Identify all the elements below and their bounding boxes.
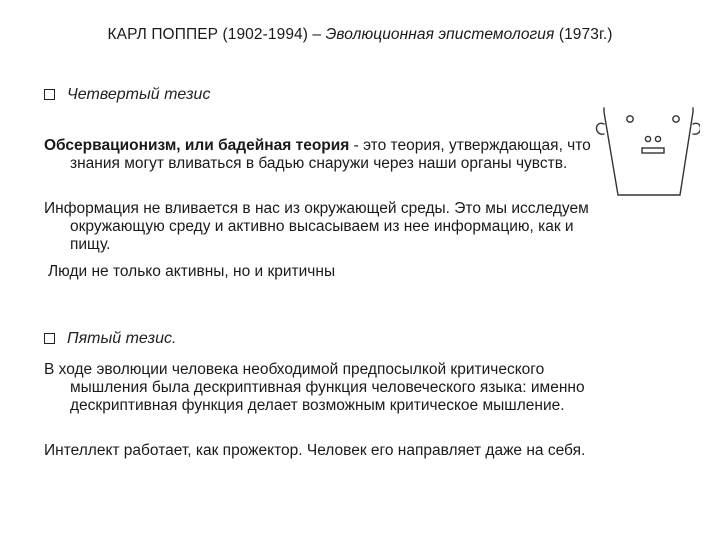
- thesis4-heading-text: Четвертый тезис: [67, 86, 211, 103]
- thesis5-heading: [44, 330, 176, 348]
- thesis4-heading: [44, 86, 210, 104]
- title-year: (1973г.): [554, 26, 613, 43]
- thesis5-heading-text: Пятый тезис.: [67, 330, 177, 347]
- checkbox-bullet-icon: [44, 89, 55, 100]
- thesis4-term: Обсервационизм, или бадейная теория: [44, 137, 350, 154]
- thesis5-paragraph-1: В ходе эволюции человека необходимой предпосылкой критического мышления была дескриптивная функция человеческого языка: именно дескриптивная функция делает возможным критическое мышление.: [44, 361, 585, 414]
- bucket-head-illustration-icon: [590, 100, 700, 200]
- thesis4-paragraph-3: Люди не только активны, но и критичны: [48, 263, 336, 280]
- checkbox-bullet-icon: [44, 333, 55, 344]
- thesis4-paragraph-2: Информация не вливается в нас из окружающей среды. Это мы исследуем окружающую среду и активно высасываем из нее информацию, как и пищу.: [44, 200, 589, 253]
- title-work: Эволюционная эпистемология: [325, 26, 555, 43]
- slide-title: [0, 26, 720, 44]
- thesis4-definition: - это теория, утверждающая, что знания могут вливаться в бадью снаружи через наши органы чувств.: [70, 137, 591, 172]
- title-author: КАРЛ ПОППЕР (1902-1994) –: [107, 26, 326, 43]
- thesis4-paragraph-1: [44, 137, 610, 173]
- thesis5-paragraph-2: Интеллект работает, как прожектор. Человек его направляет даже на себя.: [44, 442, 586, 459]
